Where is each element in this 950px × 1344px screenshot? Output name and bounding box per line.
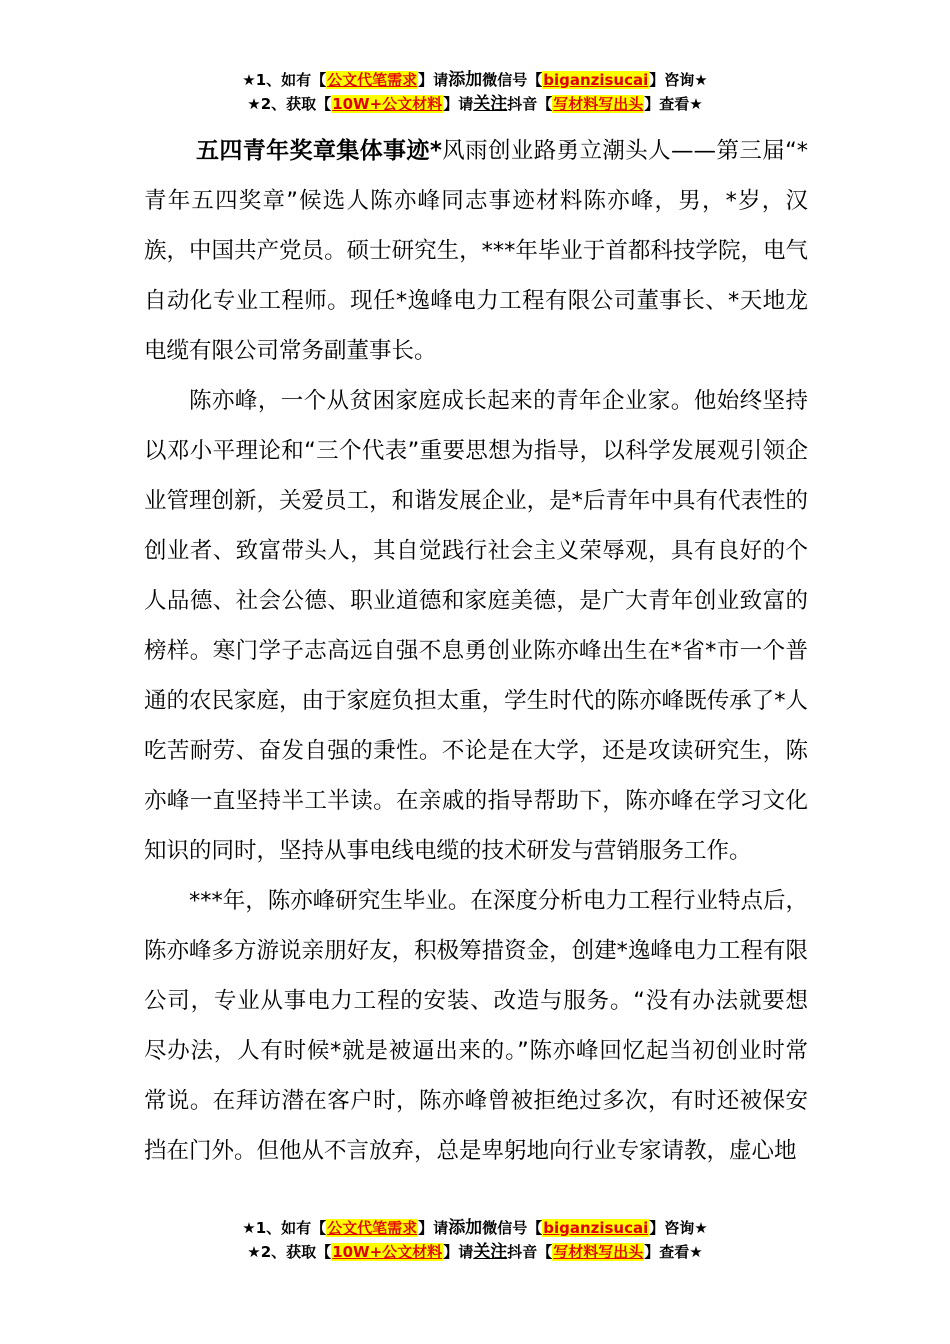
bottom-promo-banner	[0, 1216, 950, 1264]
title-paragraph	[144, 126, 808, 376]
promo-text: 】咨询★	[649, 1219, 708, 1237]
promo-line-1	[0, 68, 950, 92]
document-body	[144, 126, 808, 1176]
promo-text: ★1、如有【	[242, 71, 327, 89]
promo-text: 抖音【	[507, 95, 553, 113]
promo-text: ★1、如有【	[242, 1219, 327, 1237]
emphasis-text: 添加	[448, 70, 483, 90]
promo-text: 微信号【	[482, 1219, 543, 1237]
paragraph-3: ***年，陈亦峰研究生毕业。在深度分析电力工程行业特点后，陈亦峰多方游说亲朋好友，积极筹措资金，创建*逸峰电力工程有限公司，专业从事电力工程的安装、改造与服务。“没有办法就要想尽办法，人有时候*就是被逼出来的。”陈亦峰回忆起当初创业时常常说。在拜访潜在客户时，陈亦峰曾被拒绝过多次，有时还被保安挡在门外。但他从不言放弃，总是卑躬地向行业专家请教，虚心地	[144, 888, 808, 1164]
promo-text: 】查看★	[644, 1243, 703, 1261]
emphasis-text: 关注	[473, 1242, 508, 1262]
douyin-highlight: 写材料写出头	[553, 95, 644, 113]
top-promo-banner	[0, 68, 950, 116]
paragraph-2: 陈亦峰，一个从贫困家庭成长起来的青年企业家。他始终坚持以邓小平理论和“三个代表”重要思想为指导，以科学发展观引领企业管理创新，关爱员工，和谐发展企业，是*后青年中具有代表性的创业者、致富带头人，其自觉践行社会主义荣辱观，具有良好的个人品德、社会公德、职业道德和家庭美德，是广大青年创业致富的榜样。寒门学子志高远自强不息勇创业陈亦峰出生在*省*市一个普通的农民家庭，由于家庭负担太重，学生时代的陈亦峰既传承了*人吃苦耐劳、奋发自强的秉性。不论是在大学，还是攻读研究生，陈亦峰一直坚持半工半读。在亲戚的指导帮助下，陈亦峰在学习文化知识的同时，坚持从事电线电缆的技术研发与营销服务工作。	[144, 388, 808, 864]
promo-text: 微信号【	[482, 71, 543, 89]
wechat-id-highlight: biganzisucai	[543, 1219, 649, 1237]
promo-text: 】请	[443, 1243, 474, 1261]
highlighted-text: 10W+公文材料	[332, 95, 443, 113]
emphasis-text: 添加	[448, 1218, 483, 1238]
promo-line-1	[0, 1216, 950, 1240]
promo-text: 】请	[418, 71, 449, 89]
emphasis-text: 关注	[473, 94, 508, 114]
douyin-highlight: 写材料写出头	[553, 1243, 644, 1261]
wechat-id-highlight: biganzisucai	[543, 71, 649, 89]
promo-line-2	[0, 92, 950, 116]
promo-text: 抖音【	[507, 1243, 553, 1261]
highlighted-text: 10W+公文材料	[332, 1243, 443, 1261]
paragraph-text: 风雨创业路勇立潮头人——第三届“*青年五四奖章”候选人陈亦峰同志事迹材料陈亦峰，男，*岁，汉族，中国共产党员。硕士研究生，***年毕业于首都科技学院，电气自动化专业工程师。现任*逸峰电力工程有限公司董事长、*天地龙电缆有限公司常务副董事长。	[144, 138, 808, 364]
promo-text: 】查看★	[644, 95, 703, 113]
promo-line-2	[0, 1240, 950, 1264]
promo-text: ★2、获取【	[247, 95, 332, 113]
highlighted-text: 公文代笔需求	[327, 71, 418, 89]
promo-text: 】咨询★	[649, 71, 708, 89]
promo-text: 】请	[443, 95, 474, 113]
highlighted-text: 公文代笔需求	[327, 1219, 418, 1237]
promo-text: 】请	[418, 1219, 449, 1237]
document-title: 五四青年奖章集体事迹*	[196, 138, 442, 164]
promo-text: ★2、获取【	[247, 1243, 332, 1261]
